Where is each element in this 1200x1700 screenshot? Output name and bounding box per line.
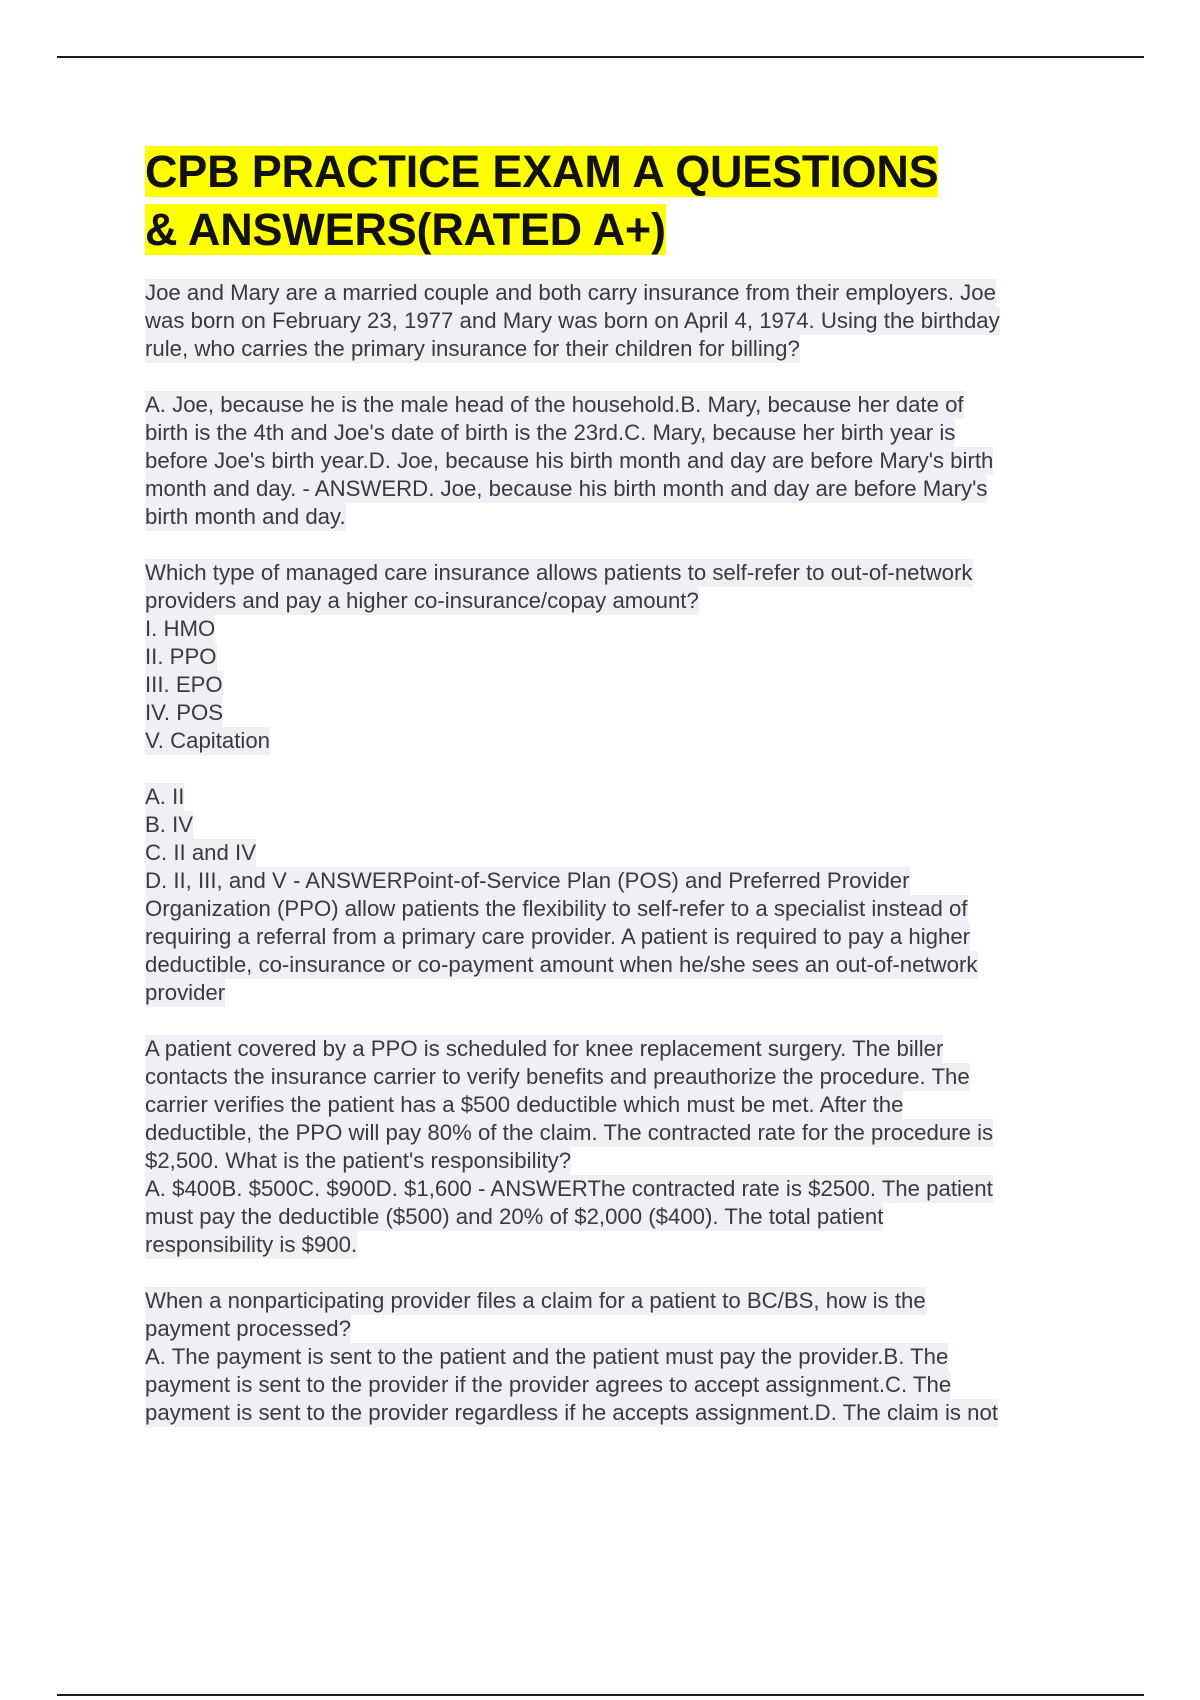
text-line: A. $400B. $500C. $900D. $1,600 - ANSWERThe contracted rate is $2500. The patient <box>145 1176 993 1201</box>
text-line: provider <box>145 980 226 1005</box>
text-line: responsibility is $900. <box>145 1232 358 1257</box>
text-line: must pay the deductible ($500) and 20% of $2,000 ($400). The total patient <box>145 1204 884 1229</box>
text-line: D. II, III, and V - ANSWERPoint-of-Service Plan (POS) and Preferred Provider <box>145 868 910 893</box>
text-line: A. The payment is sent to the patient and the patient must pay the provider.B. The <box>145 1344 949 1369</box>
page-content <box>145 143 1090 1455</box>
text-line: payment processed? <box>145 1316 351 1341</box>
option-line: IV. POS <box>145 700 224 725</box>
text-line: carrier verifies the patient has a $500 deductible which must be met. After the <box>145 1092 904 1117</box>
option-line: B. IV <box>145 812 194 837</box>
text-line: month and day. - ANSWERD. Joe, because his birth month and day are before Mary's <box>145 476 988 501</box>
answer-1 <box>145 391 1090 531</box>
question-3 <box>145 1035 1090 1259</box>
document-title <box>145 143 1090 259</box>
text-line: birth is the 4th and Joe's date of birth is the 23rd.C. Mary, because her birth year is <box>145 420 956 445</box>
text-line: payment is sent to the provider if the provider agrees to accept assignment.C. The <box>145 1372 952 1397</box>
text-line: deductible, co-insurance or co-payment amount when he/she sees an out-of-network <box>145 952 978 977</box>
text-line: payment is sent to the provider regardless if he accepts assignment.D. The claim is not <box>145 1400 998 1425</box>
text-line: providers and pay a higher co-insurance/copay amount? <box>145 588 699 613</box>
question-1 <box>145 279 1090 363</box>
option-line: III. EPO <box>145 672 223 697</box>
text-line: Organization (PPO) allow patients the flexibility to self-refer to a specialist instead of <box>145 896 968 921</box>
text-line: A patient covered by a PPO is scheduled for knee replacement surgery. The biller <box>145 1036 944 1061</box>
header-rule <box>57 56 1144 58</box>
footer-rule <box>57 1694 1144 1696</box>
option-line: A. II <box>145 784 185 809</box>
title-line: CPB PRACTICE EXAM A QUESTIONS <box>145 146 939 197</box>
option-line: C. II and IV <box>145 840 256 865</box>
text-line: Joe and Mary are a married couple and both carry insurance from their employers. Joe <box>145 280 996 305</box>
text-line: Which type of managed care insurance allows patients to self-refer to out-of-network <box>145 560 973 585</box>
option-line: I. HMO <box>145 616 216 641</box>
text-line: deductible, the PPO will pay 80% of the claim. The contracted rate for the procedure is <box>145 1120 994 1145</box>
text-line: When a nonparticipating provider files a claim for a patient to BC/BS, how is the <box>145 1288 926 1313</box>
title-line: & ANSWERS(RATED A+) <box>145 204 666 255</box>
question-4 <box>145 1287 1090 1427</box>
text-line: $2,500. What is the patient's responsibility? <box>145 1148 572 1173</box>
option-line: II. PPO <box>145 644 217 669</box>
text-line: birth month and day. <box>145 504 346 529</box>
text-line: requiring a referral from a primary care provider. A patient is required to pay a higher <box>145 924 971 949</box>
text-line: A. Joe, because he is the male head of the household.B. Mary, because her date of <box>145 392 964 417</box>
text-line: rule, who carries the primary insurance for their children for billing? <box>145 336 800 361</box>
question-2 <box>145 559 1090 755</box>
text-line: contacts the insurance carrier to verify benefits and preauthorize the procedure. The <box>145 1064 970 1089</box>
answer-2 <box>145 783 1090 1007</box>
option-line: V. Capitation <box>145 728 270 753</box>
text-line: before Joe's birth year.D. Joe, because his birth month and day are before Mary's birth <box>145 448 994 473</box>
text-line: was born on February 23, 1977 and Mary was born on April 4, 1974. Using the birthday <box>145 308 1000 333</box>
